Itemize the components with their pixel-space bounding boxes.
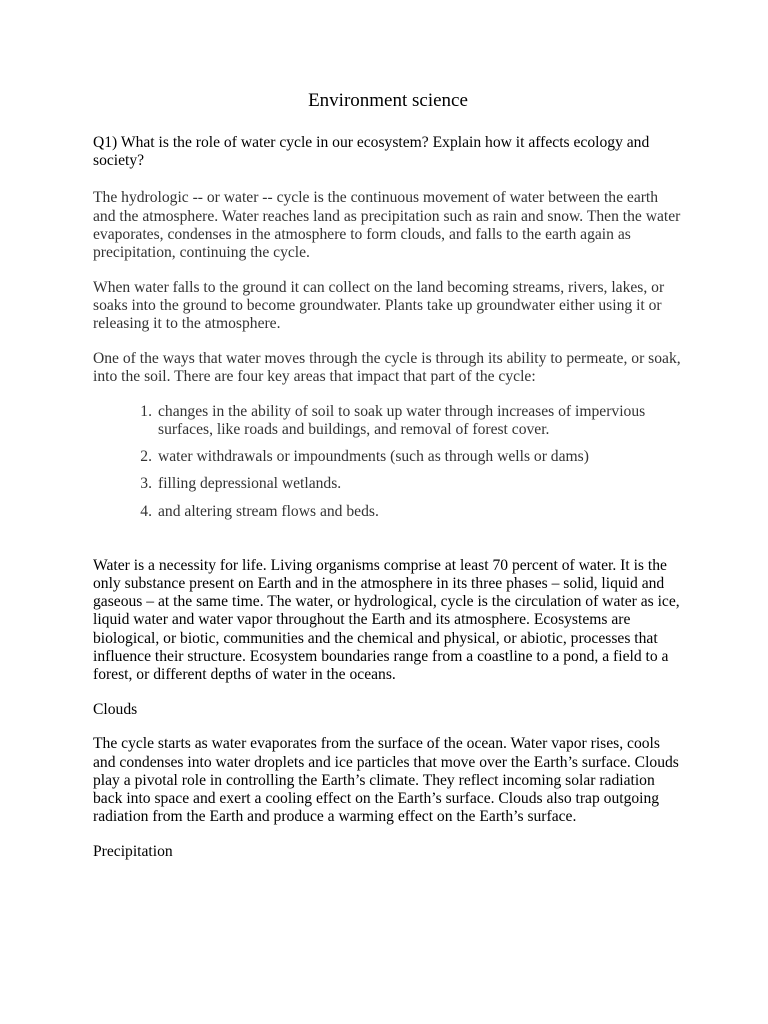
list-item: [93, 448, 683, 466]
heading-precipitation: Precipitation: [93, 842, 173, 860]
list-item-text: changes in the ability of soil to soak up water through increases of impervious surfaces, like roads and buildings, and removal of forest cover.: [158, 402, 646, 438]
list-item-text: filling depressional wetlands.: [158, 475, 342, 493]
list-item: [93, 503, 683, 521]
question-text: Q1) What is the role of water cycle in our ecosystem? Explain how it affects ecology and society?: [93, 134, 650, 170]
paragraph-groundwater: When water falls to the ground it can collect on the land becoming streams, rivers, lakes, or soaks into the ground to become groundwater. Plants take up groundwater either using it or releasing it to the atmosphere.: [93, 278, 665, 333]
document-title: Environment science: [308, 90, 468, 111]
list-item-number: 2.: [140, 448, 152, 466]
list-item-number: 4.: [140, 502, 152, 520]
list-item-number: 1.: [140, 402, 152, 420]
list-item-text: water withdrawals or impoundments (such as through wells or dams): [158, 448, 589, 466]
list-item: [93, 403, 683, 439]
paragraph-soil-permeation: One of the ways that water moves through the cycle is through its ability to permeate, or soak, into the soil. There are four key areas that impact that part of the cycle:: [93, 349, 681, 386]
heading-clouds: Clouds: [93, 700, 138, 718]
list-item-text: and altering stream flows and beds.: [158, 502, 379, 520]
paragraph-clouds: The cycle starts as water evaporates from the surface of the ocean. Water vapor rises, cools and condenses into water droplets and ice particles that move over the Earth’s surface. Clouds play a pivotal role in controlling the Earth’s climate. They reflect incoming solar radiation back into space and exert a cooling effect on the Earth’s surface. Clouds also trap outgoing radiation from the Earth and produce a warming effect on the Earth’s surface.: [93, 735, 679, 826]
paragraph-water-necessity: Water is a necessity for life. Living organisms comprise at least 70 percent of water. It is the only substance present on Earth and in the atmosphere in its three phases – solid, liquid and gaseous – at the same time. The water, or hydrological, cycle is the circulation of water as ice, liquid water and water vapor throughout the Earth and its atmosphere. Ecosystems are biological, or biotic, communities and the chemical and physical, or abiotic, processes that influence their structure. Ecosystem boundaries range from a coastline to a pond, a field to a forest, or different depths of water in the oceans.: [93, 556, 680, 683]
paragraph-hydrologic-cycle: The hydrologic -- or water -- cycle is the continuous movement of water between the earth and the atmosphere. Water reaches land as precipitation such as rain and snow. Then the water evaporates, condenses in the atmosphere to form clouds, and falls to the earth again as precipitation, continuing the cycle.: [93, 189, 681, 262]
list-item: [93, 475, 683, 493]
document-page: [93, 89, 683, 878]
key-areas-list: [93, 403, 683, 521]
list-item-number: 3.: [140, 475, 152, 493]
